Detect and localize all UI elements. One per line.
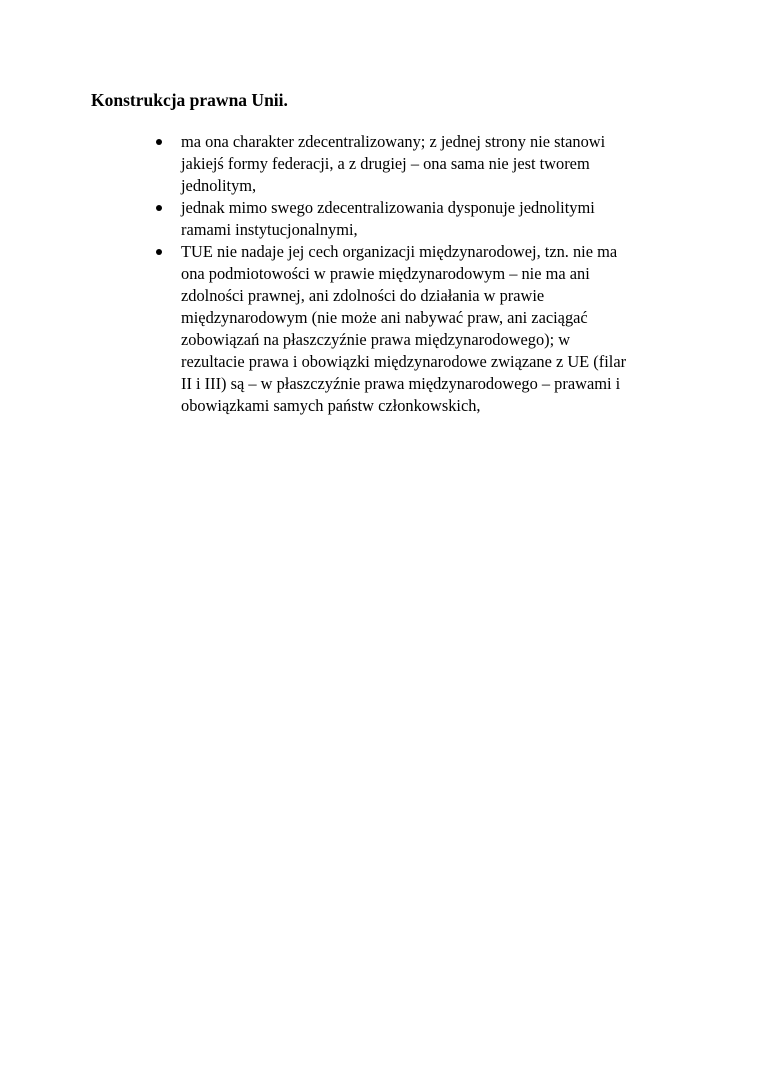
list-item-text: ma ona charakter zdecentralizowany; z jednej strony nie stanowi jakiejś formy federacji, a z drugiej – ona sama nie jest tworem jednolitym, (181, 132, 606, 195)
list-item-text: TUE nie nadaje jej cech organizacji międzynarodowej, tzn. nie ma ona podmiotowości w prawie międzynarodowym – nie ma ani zdolności prawnej, ani zdolności do działania w prawie międzynarodowym (nie może ani nabywać praw, ani zaciągać zobowiązań na płaszczyźnie prawa międzynarodowego); w rezultacie prawa i obowiązki międzynarodowe związane z UE (filar II i III) są – w płaszczyźnie prawa międzynarodowego – prawami i obowiązkami samych państw członkowskich, (181, 242, 627, 415)
list-item (156, 131, 676, 197)
list-item (156, 241, 676, 417)
bullet-icon (156, 249, 162, 255)
list-item (156, 197, 676, 241)
bullet-icon (156, 139, 162, 145)
bullet-list (156, 131, 676, 417)
list-item-text: jednak mimo swego zdecentralizowania dysponuje jednolitymi ramami instytucjonalnymi, (181, 198, 595, 239)
bullet-icon (156, 205, 162, 211)
document-title: Konstrukcja prawna Unii. (91, 90, 288, 110)
